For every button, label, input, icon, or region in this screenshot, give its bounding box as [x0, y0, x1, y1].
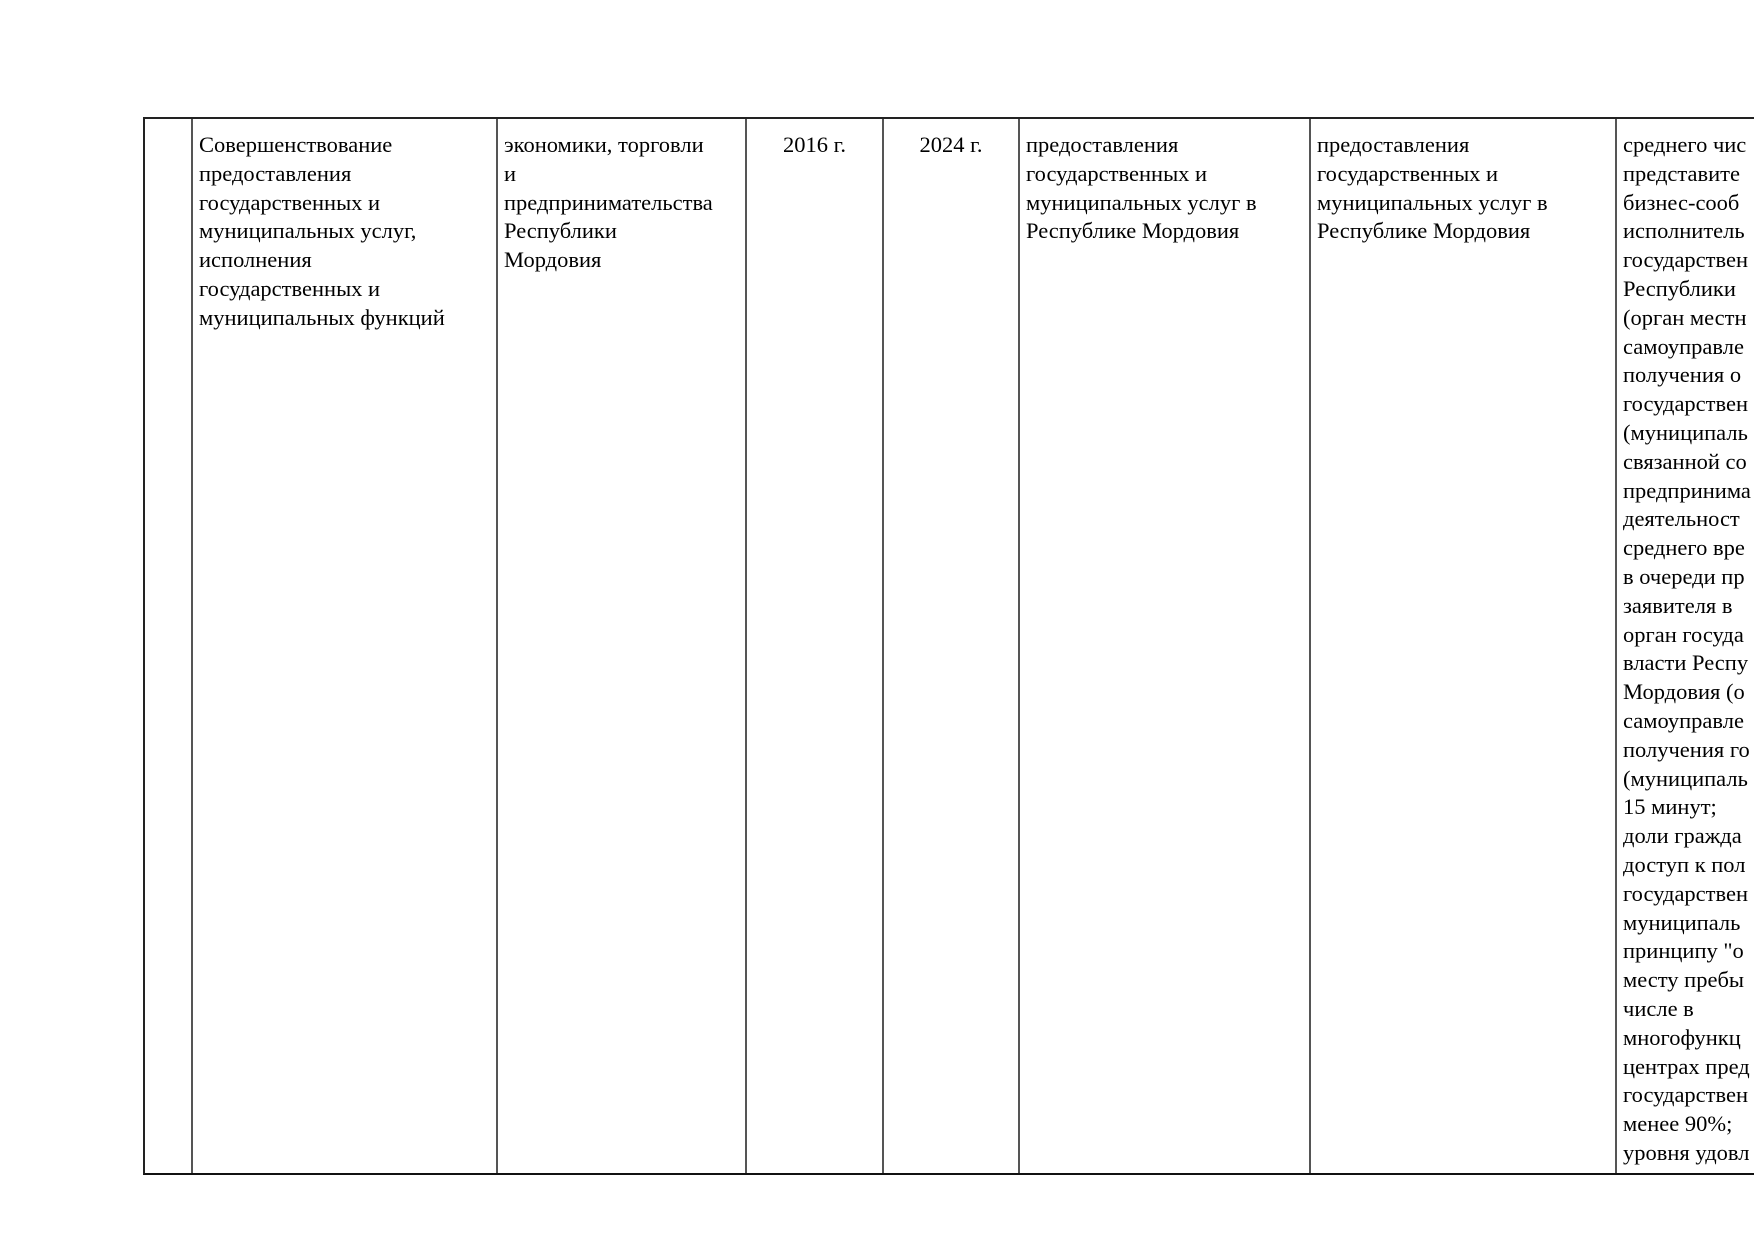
consequences-line: муниципальных услуг в	[1317, 189, 1548, 215]
measure-name-line: исполнения	[199, 247, 312, 273]
start-year: 2016 г.	[783, 132, 846, 157]
responsible-line: Мордовия	[504, 247, 602, 273]
program-table	[143, 117, 1754, 1175]
indicator-line: центрах пред	[1623, 1053, 1750, 1079]
cell-row-number	[145, 119, 193, 1173]
cell-measure-name	[193, 119, 498, 1173]
measure-name-line: муниципальных услуг,	[199, 218, 417, 244]
cell-responsible-executor	[498, 119, 747, 1173]
indicator-line: государствен	[1623, 880, 1749, 906]
indicator-line: (орган местн	[1623, 304, 1747, 330]
expected-result-line: Республике Мордовия	[1026, 218, 1240, 244]
indicator-line: (муниципаль	[1623, 419, 1748, 445]
responsible-line: и	[504, 160, 517, 186]
consequences-line: Республике Мордовия	[1317, 218, 1531, 244]
indicator-line: в очереди пр	[1623, 563, 1745, 589]
indicator-line: муниципаль	[1623, 909, 1741, 935]
indicator-line: многофункц	[1623, 1024, 1741, 1050]
indicator-line: принципу "о	[1623, 938, 1744, 964]
measure-name-line: муниципальных функций	[199, 304, 445, 330]
responsible-line: Республики	[504, 218, 617, 244]
expected-result-line: предоставления	[1026, 132, 1179, 157]
cell-consequences	[1311, 119, 1617, 1173]
indicator-line: среднего вре	[1623, 535, 1745, 561]
indicator-line: Мордовия (о	[1623, 679, 1745, 705]
indicator-line: связанной со	[1623, 448, 1747, 474]
indicator-line: Республики	[1623, 275, 1736, 301]
cell-expected-result	[1020, 119, 1311, 1173]
indicator-line: числе в	[1623, 995, 1694, 1021]
cell-end-year	[884, 119, 1020, 1173]
indicator-line: власти Респу	[1623, 650, 1749, 676]
indicator-line: менее 90%;	[1623, 1111, 1733, 1137]
consequences-line: предоставления	[1317, 132, 1470, 157]
indicator-line: деятельност	[1623, 506, 1740, 532]
responsible-line: предпринимательства	[504, 189, 713, 215]
measure-name-line: Совершенствование	[199, 132, 393, 157]
consequences-line: государственных и	[1317, 160, 1499, 186]
indicator-line: исполнитель	[1623, 218, 1745, 244]
indicator-line: получения о	[1623, 362, 1742, 388]
measure-name-line: предоставления	[199, 160, 352, 186]
cell-start-year	[747, 119, 884, 1173]
end-year: 2024 г.	[919, 132, 983, 157]
indicator-line: государствен	[1623, 1082, 1749, 1108]
indicator-line: самоуправле	[1623, 707, 1744, 733]
indicator-line: среднего чис	[1623, 132, 1747, 157]
cell-indicators	[1617, 119, 1754, 1173]
indicator-line: орган госуда	[1623, 621, 1744, 647]
indicator-line: предпринима	[1623, 477, 1751, 503]
indicator-line: (муниципаль	[1623, 765, 1748, 791]
expected-result-line: муниципальных услуг в	[1026, 189, 1257, 215]
indicator-line: доли гражда	[1623, 823, 1742, 849]
responsible-line: экономики, торговли	[504, 132, 704, 157]
indicator-line: государствен	[1623, 391, 1749, 417]
measure-name-line: государственных и	[199, 275, 381, 301]
measure-name-line: государственных и	[199, 189, 381, 215]
indicator-line: получения го	[1623, 736, 1750, 762]
indicator-line: уровня удовл	[1623, 1139, 1750, 1165]
indicator-line: 15 минут;	[1623, 794, 1717, 820]
expected-result-line: государственных и	[1026, 160, 1208, 186]
indicator-line: государствен	[1623, 247, 1749, 273]
indicator-line: самоуправле	[1623, 333, 1744, 359]
indicator-line: месту пребы	[1623, 967, 1745, 993]
indicator-line: бизнес-сооб	[1623, 189, 1740, 215]
indicator-line: представите	[1623, 160, 1740, 186]
indicator-line: заявителя в	[1623, 592, 1733, 618]
indicator-line: доступ к пол	[1623, 851, 1746, 877]
